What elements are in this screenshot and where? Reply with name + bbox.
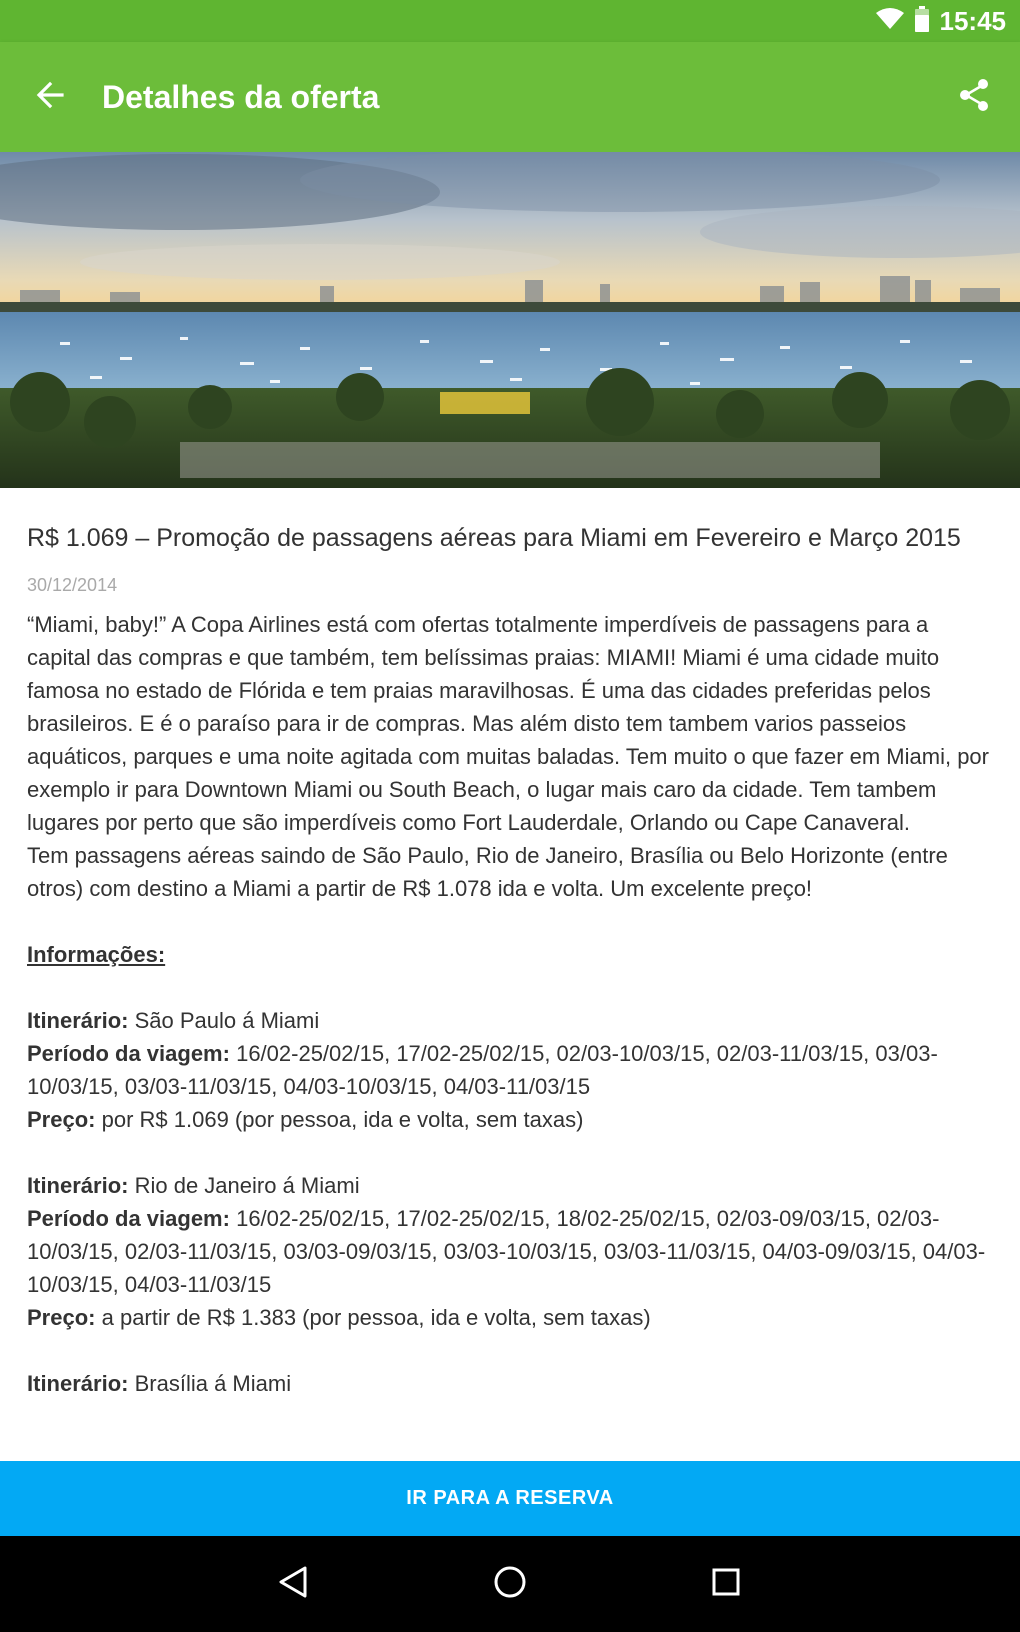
- period-label: Período da viagem:: [27, 1041, 230, 1066]
- itinerary-label: Itinerário:: [27, 1371, 129, 1396]
- nav-back-button[interactable]: [263, 1554, 323, 1614]
- itinerary-block: [27, 1004, 997, 1136]
- offer-description: [27, 608, 997, 905]
- arrow-back-icon: [35, 80, 65, 115]
- price-label: Preço:: [27, 1305, 96, 1330]
- itinerary-route: Rio de Janeiro á Miami: [134, 1173, 360, 1198]
- info-heading: Informações:: [27, 942, 166, 967]
- itinerary-route: São Paulo á Miami: [134, 1008, 320, 1033]
- itinerary-period: 16/02-25/02/15, 17/02-25/02/15, 18/02-25/02/15, 02/03-09/03/15, 02/03-10/03/15, 02/03-11/03/15, 03/03-09/03/15, 03/03-10/03/15, 03/03-11/03/15, 04/03-09/03/15, 04/03-10/03/15, 04/03-11/03/15: [27, 1206, 986, 1297]
- itinerary-label: Itinerário:: [27, 1173, 129, 1198]
- wifi-icon: [876, 8, 904, 35]
- status-icons: [876, 0, 1007, 42]
- page-title: Detalhes da oferta: [102, 79, 380, 115]
- nav-back-icon: [277, 1565, 309, 1604]
- back-button[interactable]: [22, 69, 78, 125]
- itinerary-label: Itinerário:: [27, 1008, 129, 1033]
- book-button[interactable]: IR PARA A RESERVA: [0, 1461, 1020, 1536]
- offer-content: [27, 488, 997, 1460]
- itinerary-block: [27, 1169, 997, 1334]
- offer-date: 30/12/2014: [27, 575, 118, 595]
- status-time: 15:45: [939, 5, 1006, 36]
- period-label: Período da viagem:: [27, 1206, 230, 1231]
- status-bar: [0, 0, 1020, 42]
- price-label: Preço:: [27, 1107, 96, 1132]
- offer-hero-image: [0, 152, 1020, 488]
- nav-home-icon: [493, 1565, 527, 1604]
- itinerary-block: [27, 1367, 997, 1400]
- itinerary-price: por R$ 1.069 (por pessoa, ida e volta, sem taxas): [101, 1107, 584, 1132]
- description-paragraph: Tem passagens aéreas saindo de São Paulo, Rio de Janeiro, Brasília ou Belo Horizonte (entre otros) com destino a Miami a partir de R$ 1.078 ida e volta. Um excelente preço!: [27, 843, 948, 901]
- system-nav-bar: [0, 1536, 1020, 1632]
- share-icon: [957, 78, 991, 117]
- itinerary-price: a partir de R$ 1.383 (por pessoa, ida e volta, sem taxas): [101, 1305, 651, 1330]
- itinerary-route: Brasília á Miami: [134, 1371, 292, 1396]
- nav-home-button[interactable]: [480, 1554, 540, 1614]
- battery-icon: [914, 6, 930, 37]
- description-paragraph: “Miami, baby!” A Copa Airlines está com ofertas totalmente imperdíveis de passagens para a capital das compras e que também, tem belíssimas praias: MIAMI! Miami é uma cidade muito famosa no estado de Flórida e tem praias maravilhosas. É uma das cidades preferidas pelos brasileiros. E é o paraíso para ir de compras. Mas além disto tem tambem varios passeios aquáticos, parques e uma noite agitada com muitas baladas. Tem muito o que fazer em Miami, por exemplo ir para Downtown Miami ou South Beach, o lugar mais caro da cidade. Tem tambem lugares por perto que são imperdíveis como Fort Lauderdale, Orlando ou Cape Canaveral.: [27, 612, 989, 835]
- app-bar: [0, 42, 1020, 152]
- nav-recents-button[interactable]: [696, 1554, 756, 1614]
- itinerary-period: 16/02-25/02/15, 17/02-25/02/15, 02/03-10/03/15, 02/03-11/03/15, 03/03-10/03/15, 03/03-11/03/15, 04/03-10/03/15, 04/03-11/03/15: [27, 1041, 938, 1099]
- offer-title: R$ 1.069 – Promoção de passagens aéreas para Miami em Fevereiro e Março 2015: [27, 524, 961, 552]
- nav-recents-icon: [711, 1567, 741, 1602]
- share-button[interactable]: [946, 69, 1002, 125]
